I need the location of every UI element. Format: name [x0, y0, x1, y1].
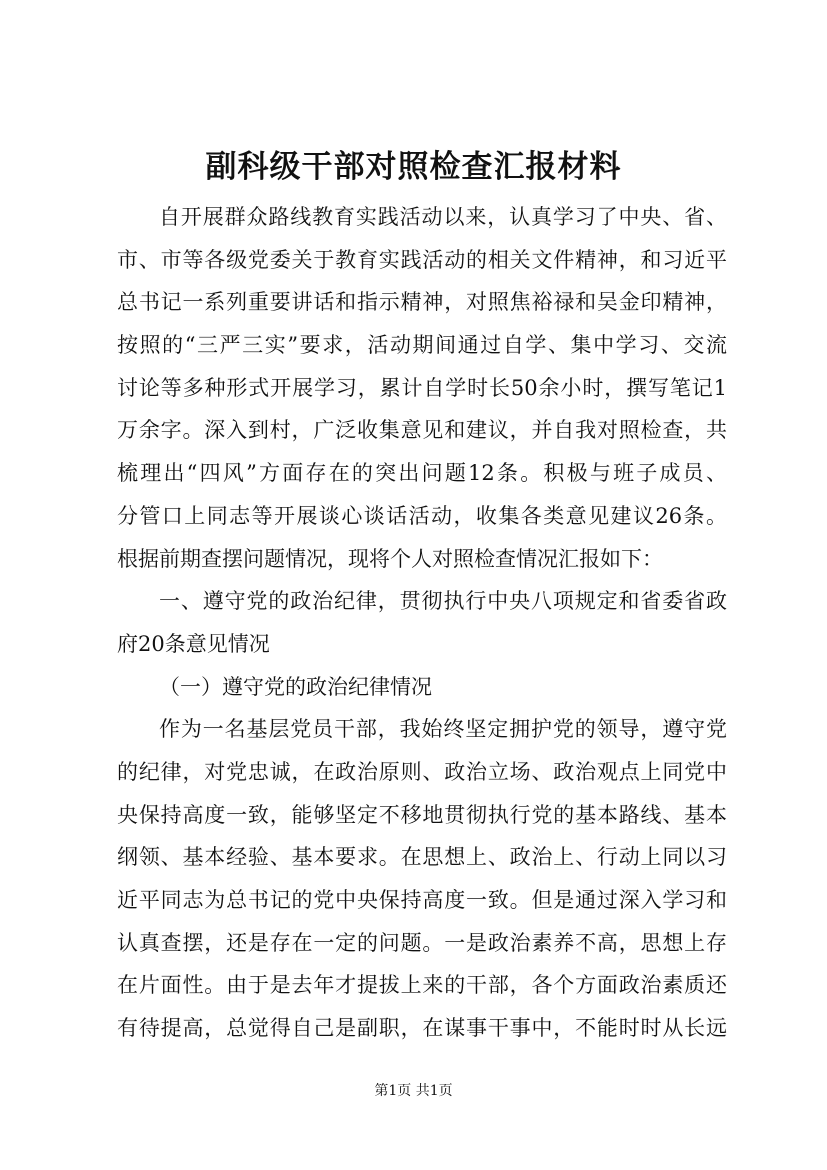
document-body [117, 196, 727, 1050]
body-line: 在片面性。由于是去年才提拔上来的干部，各个方面政治素质还 [117, 973, 727, 998]
body-line: 根据前期查摆问题情况，现将个人对照检查情况汇报如下： [117, 546, 663, 571]
body-line: 自开展群众路线教育实践活动以来，认真学习了中央、省、 [159, 205, 727, 229]
body-line: 市、市等各级党委关于教育实践活动的相关文件精神，和习近平 [117, 247, 727, 272]
body-line: 按照的“三严三实”要求，活动期间通过自学、集中学习、交流 [117, 333, 727, 358]
subsection-heading: （一）遵守党的政治纪律情况 [159, 674, 432, 699]
body-line: 纲领、基本经验、基本要求。在思想上、政治上、行动上同以习 [117, 845, 727, 870]
body-line: 认真查摆，还是存在一定的问题。一是政治素养不高，思想上存 [117, 930, 727, 955]
body-line: 分管口上同志等开展谈心谈话活动，收集各类意见建议26条。 [117, 503, 727, 528]
body-line: 的纪律，对党忠诚，在政治原则、政治立场、政治观点上同党中 [117, 759, 727, 784]
body-line: 作为一名基层党员干部，我始终坚定拥护党的领导，遵守党 [159, 717, 727, 742]
body-line: 万余字。深入到村，广泛收集意见和建议，并自我对照检查，共 [117, 418, 727, 443]
section-heading: 一、遵守党的政治纪律，贯彻执行中央八项规定和省委省政 [159, 589, 727, 614]
body-line: 讨论等多种形式开展学习，累计自学时长50余小时，撰写笔记1 [117, 375, 727, 400]
body-line: 央保持高度一致，能够坚定不移地贯彻执行党的基本路线、基本 [117, 802, 727, 827]
body-line: 有待提高，总觉得自己是副职，在谋事干事中，不能时时从长远 [117, 1016, 727, 1041]
section-heading-cont: 府20条意见情况 [117, 631, 270, 656]
body-line: 梳理出“四风”方面存在的突出问题12条。积极与班子成员、 [117, 461, 727, 486]
document-title: 副科级干部对照检查汇报材料 [205, 149, 622, 185]
body-line: 近平同志为总书记的党中央保持高度一致。但是通过深入学习和 [117, 888, 727, 912]
body-line: 总书记一系列重要讲话和指示精神，对照焦裕禄和吴金印精神， [117, 290, 727, 315]
page-footer: 第1页 共1页 [374, 1083, 453, 1099]
